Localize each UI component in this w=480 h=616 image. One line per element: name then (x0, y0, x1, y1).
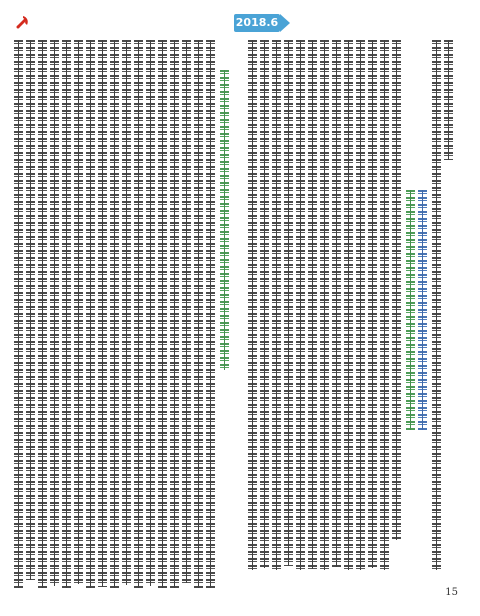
text-column (62, 40, 71, 588)
text-column (74, 40, 83, 584)
text-column (320, 40, 329, 570)
right-text-columns (248, 40, 468, 570)
text-column (146, 40, 155, 586)
subheading-column (418, 190, 427, 430)
section-heading-column (220, 70, 229, 370)
text-column (134, 40, 143, 588)
text-column (170, 40, 179, 588)
text-column (308, 40, 317, 569)
text-column (14, 40, 23, 588)
text-column (194, 40, 203, 588)
text-column (444, 40, 453, 160)
text-column (284, 40, 293, 566)
text-column (206, 40, 215, 588)
text-column (296, 40, 305, 570)
party-emblem-icon (14, 14, 30, 30)
text-column (38, 40, 47, 588)
text-column (248, 40, 257, 570)
text-column (356, 40, 365, 570)
text-column (344, 40, 353, 570)
text-column (432, 40, 441, 570)
year-badge: 2018.6 (234, 14, 280, 32)
text-column (392, 40, 401, 540)
text-column (272, 40, 281, 570)
left-text-columns (14, 40, 236, 588)
text-column (122, 40, 131, 585)
text-column (110, 40, 119, 588)
text-column (158, 40, 167, 588)
text-column (182, 40, 191, 583)
page-number: 15 (445, 587, 458, 598)
text-column (260, 40, 269, 568)
text-column (86, 40, 95, 588)
text-column (50, 40, 59, 586)
text-column (380, 40, 389, 570)
text-column (26, 40, 35, 580)
text-column (368, 40, 377, 568)
section-heading-column (406, 190, 415, 430)
text-column (98, 40, 107, 587)
text-column (332, 40, 341, 567)
